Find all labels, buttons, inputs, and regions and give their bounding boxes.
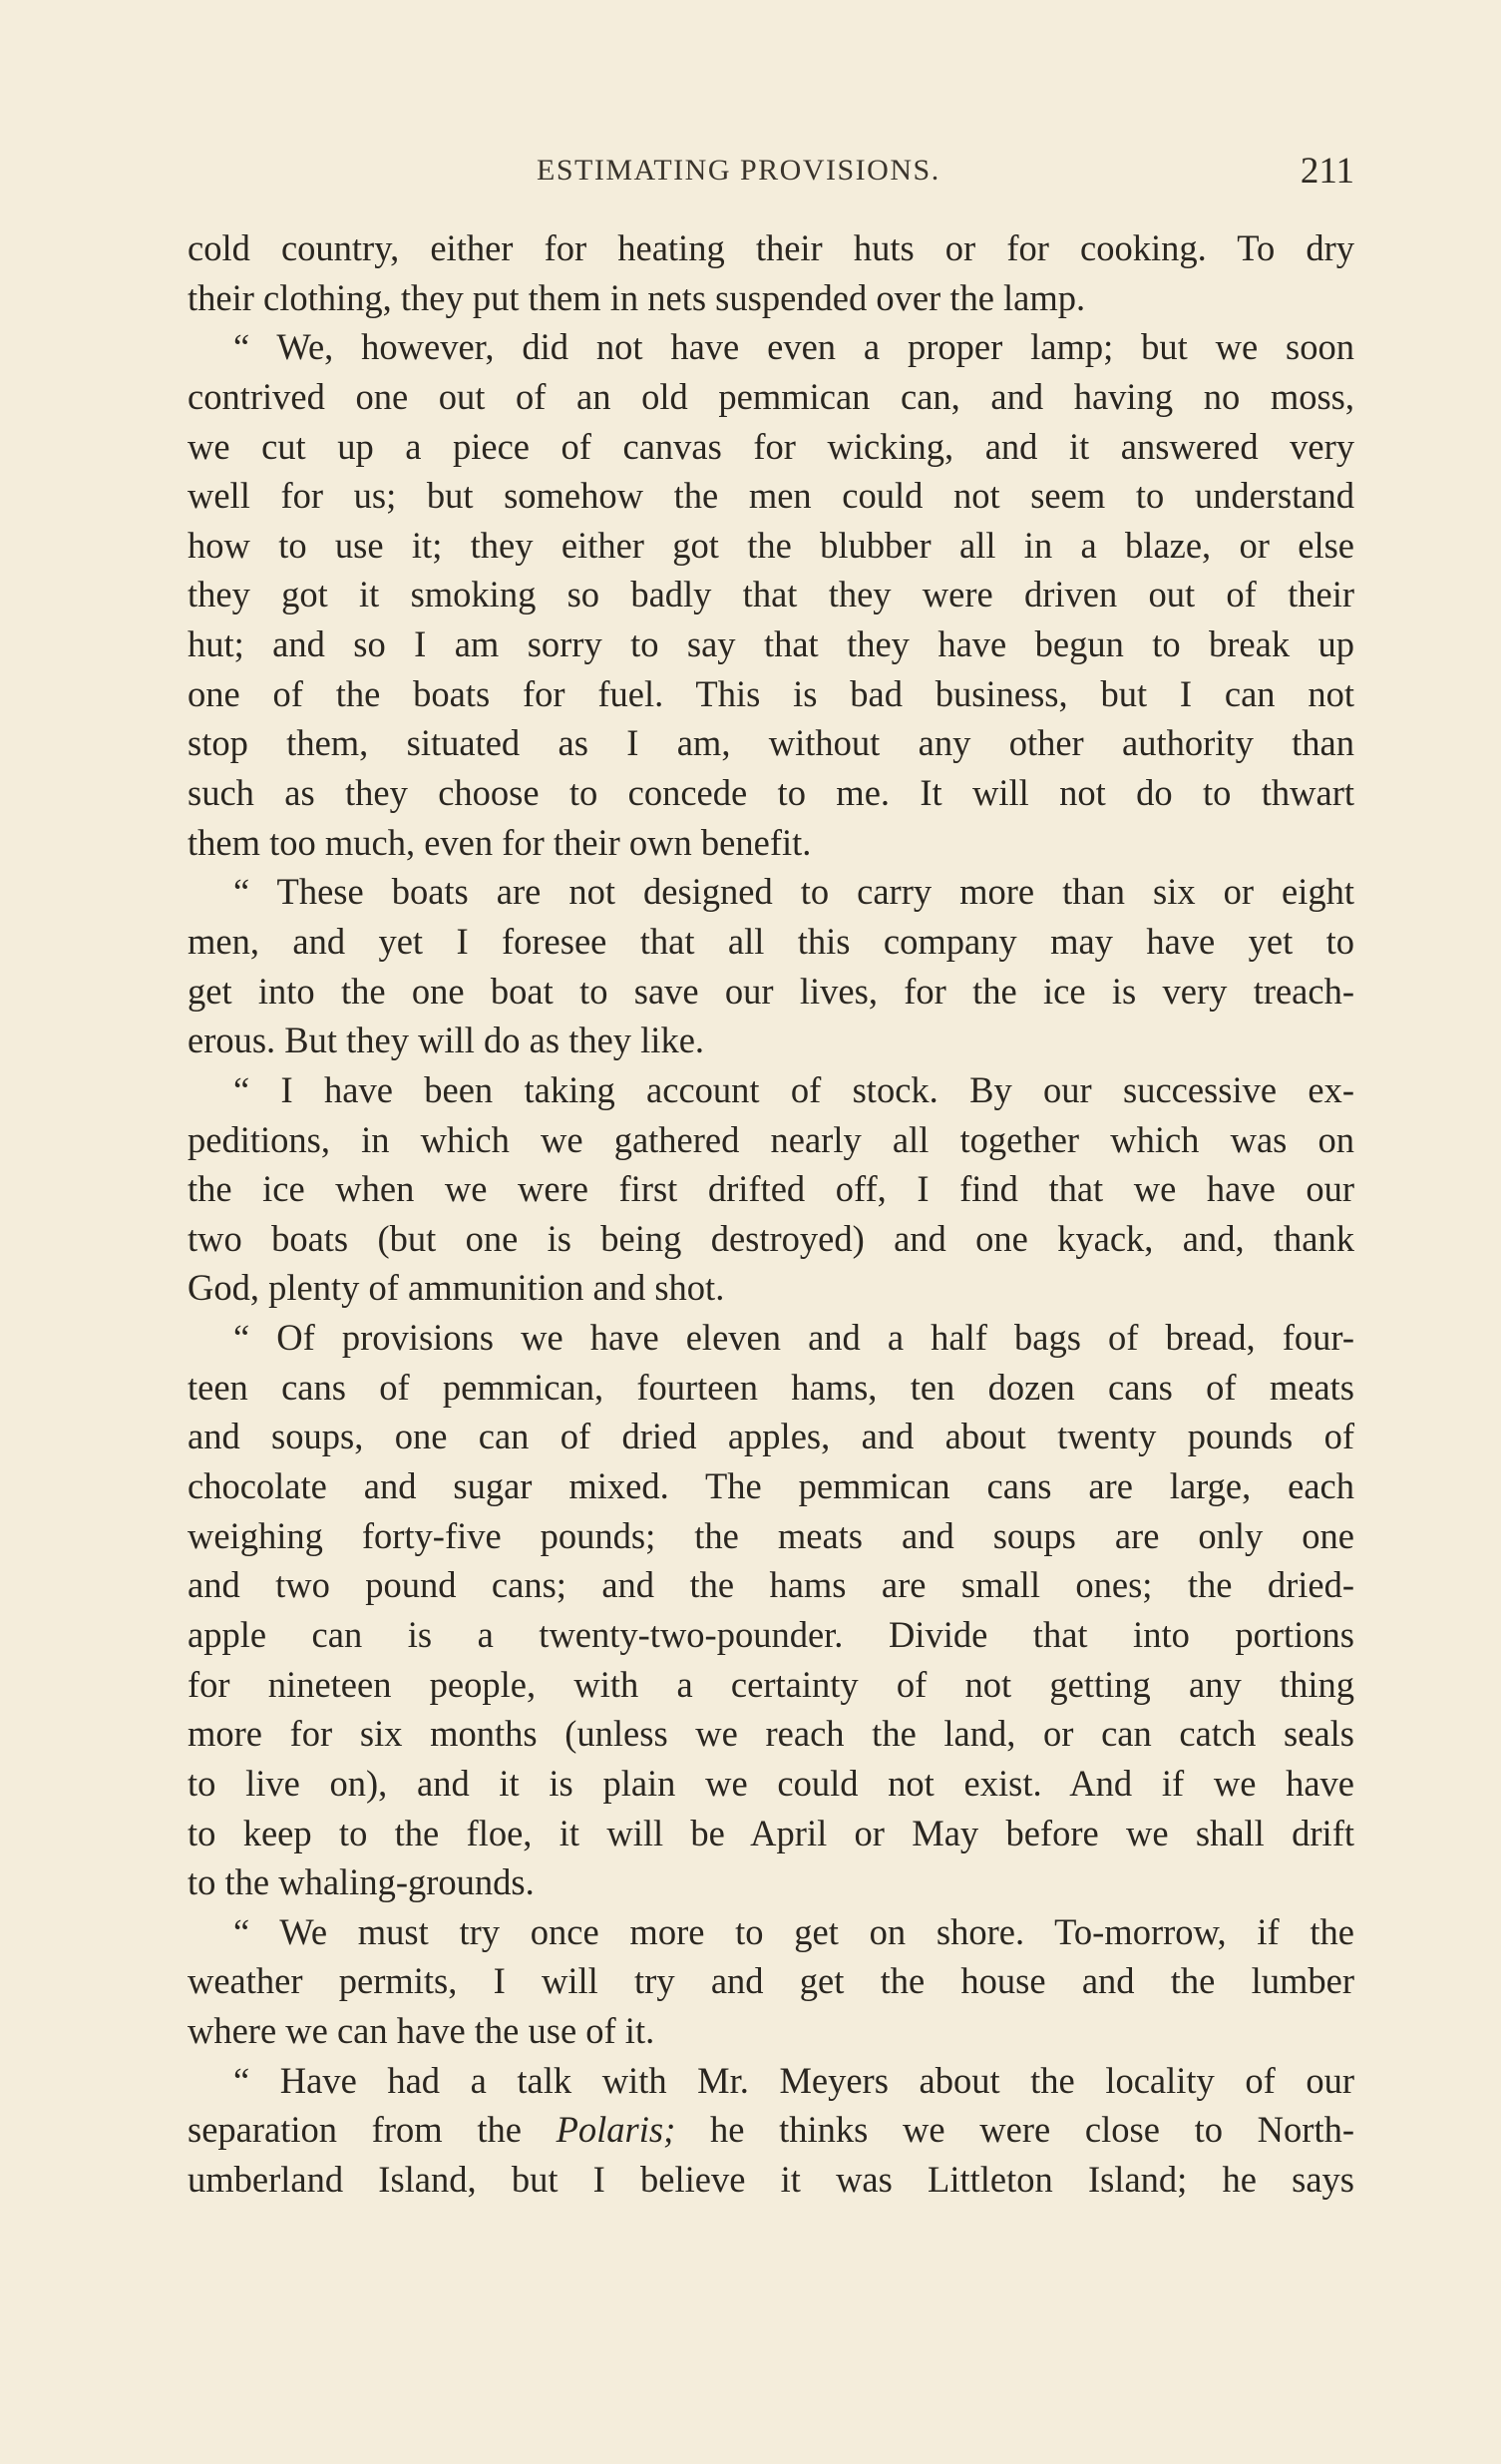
text-line: apple can is a twenty-two-pounder. Divide that into portions: [188, 1613, 1354, 1655]
text-line: “ We must try once more to get on shore. To-morrow, if the: [233, 1910, 1354, 1952]
page-header: [188, 150, 1354, 200]
text-line: how to use it; they either got the blubber all in a blaze, or else: [188, 524, 1354, 566]
text-line: to the whaling-grounds.: [188, 1861, 535, 1903]
text-line: for nineteen people, with a certainty of not getting any thing: [188, 1663, 1354, 1705]
text-line: “ Have had a talk with Mr. Meyers about the locality of our: [233, 2059, 1354, 2101]
text-line: well for us; but somehow the men could not seem to understand: [188, 475, 1354, 517]
running-head: ESTIMATING PROVISIONS.: [537, 154, 940, 187]
text-line: peditions, in which we gathered nearly all together which was on: [188, 1118, 1354, 1160]
text-line: chocolate and sugar mixed. The pemmican cans are large, each: [188, 1465, 1354, 1507]
text-line: them too much, even for their own benefit.: [188, 821, 812, 863]
text-line: to keep to the floe, it will be April or May before we shall drift: [188, 1812, 1354, 1853]
text-line: one of the boats for fuel. This is bad business, but I can not: [188, 672, 1354, 714]
text-line-polaris: [188, 2105, 1354, 2155]
text-line: get into the one boat to save our lives, for the ice is very treach-: [188, 970, 1354, 1012]
text-line: where we can have the use of it.: [188, 2010, 655, 2052]
body-text: [188, 223, 1354, 2205]
text-line: two boats (but one is being destroyed) and one kyack, and, thank: [188, 1217, 1354, 1259]
text-line: weather permits, I will try and get the house and the lumber: [188, 1960, 1354, 2002]
text-line: contrived one out of an old pemmican can, and having no moss,: [188, 375, 1354, 417]
text-line: teen cans of pemmican, fourteen hams, ten dozen cans of meats: [188, 1366, 1354, 1408]
ship-name-italic: Polaris;: [556, 2109, 676, 2151]
text-line: “ I have been taking account of stock. By our successive ex-: [233, 1068, 1354, 1110]
text-fragment: separation from the: [188, 2109, 557, 2151]
text-line: “ We, however, did not have even a proper lamp; but we soon: [233, 326, 1354, 368]
text-line: stop them, situated as I am, without any other authority than: [188, 722, 1354, 764]
text-line: and soups, one can of dried apples, and about twenty pounds of: [188, 1416, 1354, 1457]
text-line: to live on), and it is plain we could not exist. And if we have: [188, 1762, 1354, 1804]
text-line: the ice when we were first drifted off, I find that we have our: [188, 1168, 1354, 1210]
text-line: umberland Island, but I believe it was Littleton Island; he says: [188, 2158, 1354, 2200]
text-line: erous. But they will do as they like.: [188, 1020, 705, 1061]
text-line: their clothing, they put them in nets suspended over the lamp.: [188, 276, 1086, 318]
text-line: weighing forty-five pounds; the meats and soups are only one: [188, 1514, 1354, 1556]
text-line: God, plenty of ammunition and shot.: [188, 1267, 725, 1309]
text-line: more for six months (unless we reach the land, or can catch seals: [188, 1713, 1354, 1755]
text-fragment: he thinks we were close to North-: [675, 2109, 1354, 2151]
text-line: we cut up a piece of canvas for wicking, and it answered very: [188, 425, 1354, 467]
text-line: men, and yet I foresee that all this company may have yet to: [188, 920, 1354, 962]
text-line: hut; and so I am sorry to say that they have begun to break up: [188, 623, 1354, 665]
text-line: and two pound cans; and the hams are small ones; the dried-: [188, 1564, 1354, 1606]
text-line: cold country, either for heating their huts or for cooking. To dry: [188, 227, 1354, 268]
text-line: “ Of provisions we have eleven and a half bags of bread, four-: [233, 1317, 1354, 1359]
text-line: they got it smoking so badly that they were driven out of their: [188, 574, 1354, 616]
page-number: 211: [1300, 151, 1354, 192]
text-line: such as they choose to concede to me. It will not do to thwart: [188, 772, 1354, 814]
text-line: “ These boats are not designed to carry more than six or eight: [233, 871, 1354, 913]
